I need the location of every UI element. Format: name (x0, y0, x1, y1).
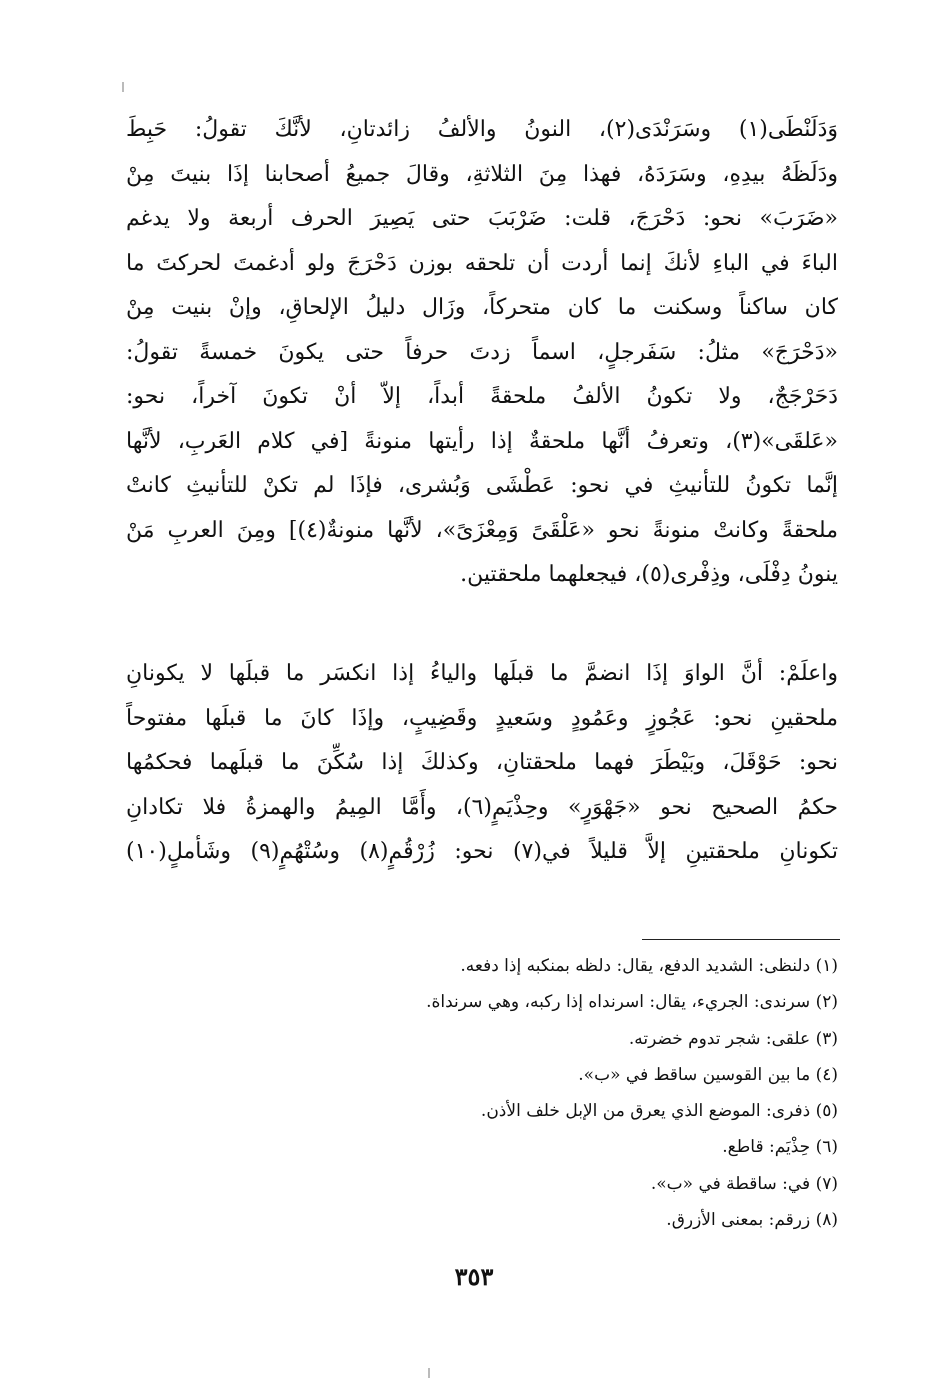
text-line: ينونُ دِفْلَى، وذِفْرى(٥)، فيجعلهما ملحقتين. (460, 562, 838, 587)
text-line: واعلَمْ: أنَّ الواوَ إذَا انضمَّ ما قبلَها والياءُ إذا انكسَر ما قبلَها لا يكونانِ (126, 661, 838, 686)
footnote: (٣) علقى: شجر تدوم خضرته. (628, 1028, 838, 1049)
text-line: دَحَرْجَجٌ، ولا تكونُ الألفُ ملحقةً أبداً، إلاّ أنْ تكونَ آخراً، نحو: (126, 384, 838, 409)
text-line: «دَحْرَجَ» مثلُ: سَفَرجلٍ، اسماً زدتَ حرفاً حتى يكونَ خمسةً تقولُ: (126, 339, 838, 365)
text-line: إنَّما تكونُ للتأنيثِ في نحو: عَطْشَى وَبُشرى، فإذَا لم تكنْ للتأنيثِ كانتْ (126, 473, 838, 498)
footnote: (٨) زرقم: بمعنى الأزرق. (666, 1210, 838, 1231)
text-line: «عَلقَى»(٣)، وتعرفُ أنَّها ملحقةٌ إذا رأيتها منونةً [في كلام العَربِ، لأنَّها (126, 428, 838, 454)
footnote: (٤) ما بين القوسين ساقط في «ب». (578, 1064, 838, 1085)
text-line: ملحقةً وكانتْ منونةً نحو «عَلْقَىً وَمِعْزَىً»، لأنَّها منونةٌ(٤)] ومِنَ العربِ مَنْ (126, 517, 838, 543)
text-line: ملحقينِ نحو: عَجُوزٍ وعَمُودٍ وسَعيدٍ وقَضِيبٍ، وإذَا كانَ ما قبلَها مفتوحاً (126, 705, 838, 731)
text-line: نحو: حَوْقَلَ، وبَيْطَرَ فهما ملحقتانِ، وكذلكَ إذا سُكِّنَ ما قبلَهما فحكمُها (126, 750, 838, 775)
footnote: (١) دلنظى: الشديد الدفع، يقال: دلظه بمنكبه إذا دفعه. (460, 956, 838, 976)
page-number: ٣٥٣ (454, 1262, 494, 1291)
footnotes (238, 948, 838, 1238)
text-line: كان ساكناً وسكنت ما كان متحركاً، وزَال دليلُ الإلحاقِ، وإنْ بنيت مِنْ (126, 295, 838, 320)
text-line: الباءَ في الباءِ لأنكَ إنما أردت أن تلحقه بوزن دَحْرَجَ ولو أدغمتَ لحركتَ ما (126, 250, 838, 276)
text-line: حكمُ الصحيح نحو «جَهْوَرٍ» وحِذْيَمٍ(٦)، وأَمَّا المِيمُ والهمزةُ فلا تكادانِ (126, 794, 838, 820)
text-line: ودَلَظَهُ بيدِهِ، وسَرَدَهُ، فهذا مِنَ الثلاثةِ، وقالَ جميعُ أصحابنا إذَا بنيتَ مِنْ (126, 161, 838, 187)
scan-artifact (428, 1368, 430, 1378)
footnote: (٧) في: ساقطة في «ب». (650, 1173, 838, 1194)
scan-artifact (122, 82, 124, 92)
footnote: (٥) ذفرى: الموضع الذي يعرق من الإبل خلف الأذن. (480, 1101, 838, 1122)
paragraph-1 (126, 108, 838, 598)
text-line: وَدَلَنْطَى(١) وسَرَنْدَى(٢)، النونُ والألفُ زائدتانِ، لأنَّكَ تقولُ: حَبِطَ (126, 117, 838, 142)
footnote-separator (642, 939, 840, 940)
footnote: (٢) سرندى: الجريء، يقال: اسرنداه إذا ركبه، وهي سرنداة. (426, 992, 838, 1013)
text-line: تكونانِ ملحقتينِ إلاَّ قليلاً في(٧) نحو: زُرْقُمٍ(٨) وسُتْهُمٍ(٩) وشَأملٍ(١٠) (126, 839, 838, 864)
footnote: (٦) حِذْيَم: قاطع. (722, 1137, 838, 1158)
paragraph-2 (126, 652, 838, 875)
text-line: «ضَرَبَ» نحو: دَحْرَجَ، قلت: ضَرْبَبَ حتى يَصِيرَ الحرف أربعة ولا يدغم (126, 206, 838, 231)
